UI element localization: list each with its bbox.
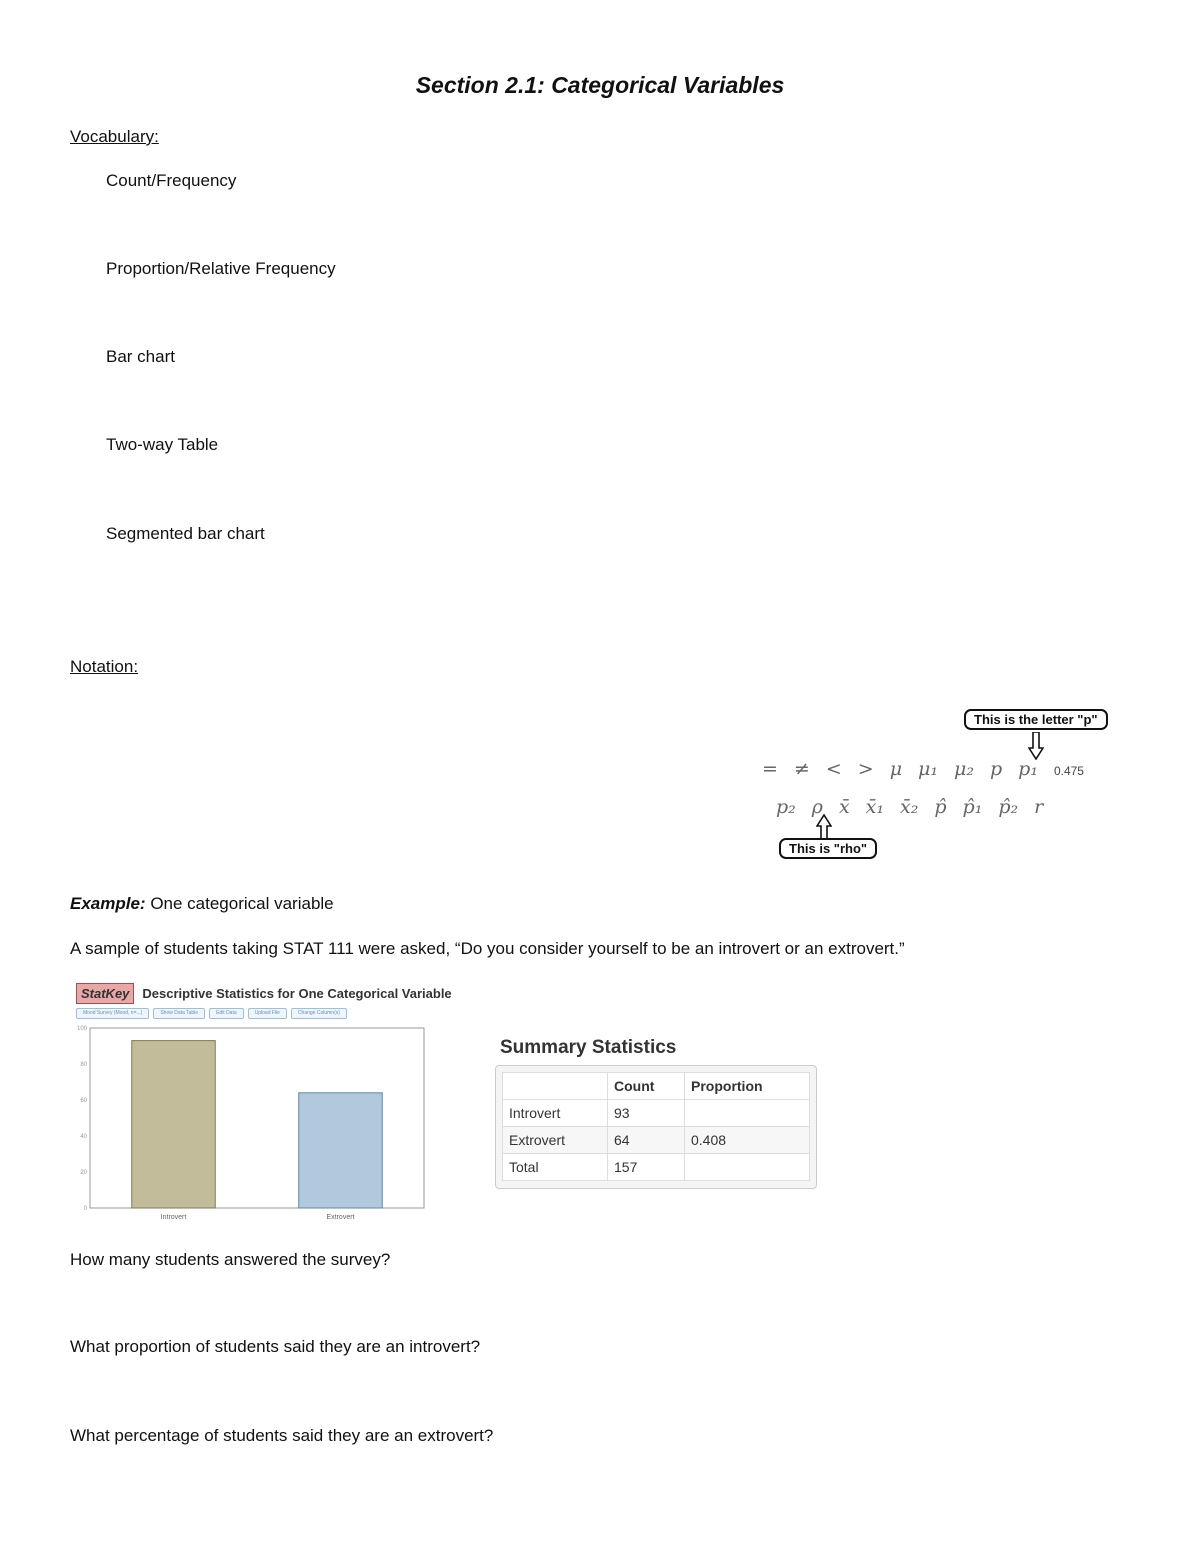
callout-letter-p: This is the letter "p" [964, 709, 1108, 730]
notation-symbol: p₂ [776, 796, 796, 818]
count-cell: 93 [608, 1100, 685, 1127]
proportion-cell [685, 1154, 810, 1181]
row-label: Total [503, 1154, 608, 1181]
notation-symbol: = [762, 758, 778, 780]
statkey-header [76, 980, 452, 1006]
header-cell: Count [608, 1073, 685, 1100]
x-tick-label: Extrovert [326, 1214, 355, 1221]
question: What proportion of students said they are an introvert? [70, 1337, 481, 1356]
statkey-badge: StatKey [76, 983, 134, 1004]
summary-panel [495, 1065, 817, 1189]
show-data-table-button[interactable]: Show Data Table [153, 1008, 205, 1019]
example-line [70, 894, 334, 914]
x-tick-label: Introvert [160, 1214, 187, 1221]
notation-symbol: < [825, 758, 842, 780]
header-cell: Proportion [685, 1073, 810, 1100]
edit-data-button[interactable]: Edit Data [209, 1008, 244, 1019]
callout-rho: This is "rho" [779, 838, 877, 859]
notation-symbol: p [989, 758, 1003, 780]
notation-symbol: μ₂ [954, 758, 974, 780]
table-row [503, 1127, 810, 1154]
notation-symbol: p̂₁ [962, 796, 983, 818]
y-tick-label: 20 [80, 1170, 87, 1176]
header-cell [503, 1073, 608, 1100]
statkey-toolbar [76, 1008, 347, 1019]
summary-title: Summary Statistics [500, 1037, 677, 1058]
notation-heading: Notation: [70, 657, 139, 676]
page-title: Section 2.1: Categorical Variables [415, 72, 785, 98]
down-arrow-icon [1028, 732, 1044, 760]
y-tick-label: 80 [80, 1062, 87, 1068]
row-label: Introvert [503, 1100, 608, 1127]
notation-symbol: x̄₂ [900, 796, 919, 818]
notation-symbol: x̄₁ [865, 796, 885, 818]
notation-symbol: ≠ [793, 758, 810, 780]
example-label: Example: [70, 894, 146, 913]
bar [299, 1093, 383, 1208]
y-tick-label: 0 [83, 1206, 87, 1212]
question: How many students answered the survey? [70, 1250, 391, 1269]
example-label-rest: One categorical variable [145, 894, 334, 913]
count-cell: 64 [608, 1127, 685, 1154]
bar [132, 1041, 216, 1208]
notation-symbol: r [1034, 796, 1044, 818]
y-tick-label: 60 [80, 1098, 87, 1104]
proportion-cell [685, 1100, 810, 1127]
y-tick-label: 100 [76, 1026, 87, 1032]
notation-symbol: > [857, 758, 874, 780]
count-cell: 157 [608, 1154, 685, 1181]
vocab-term: Count/Frequency [106, 171, 237, 190]
y-tick-label: 40 [80, 1134, 87, 1140]
vocab-term: Proportion/Relative Frequency [106, 259, 336, 278]
notation-symbol: μ₁ [918, 758, 939, 780]
dataset-select-button[interactable]: Mood Survey (Mood, n=...) [76, 1008, 149, 1019]
proportion-cell: 0.408 [685, 1127, 810, 1154]
summary-table [502, 1072, 810, 1181]
notation-symbol: x̄ [838, 796, 850, 818]
vocab-term: Bar chart [106, 347, 175, 366]
row-label: Extrovert [503, 1127, 608, 1154]
statkey-title: Descriptive Statistics for One Categorical Variable [142, 985, 452, 1001]
vocab-term: Two-way Table [106, 435, 219, 454]
summary-header-row [503, 1073, 810, 1100]
notation-symbol: μ [889, 758, 903, 780]
table-row [503, 1154, 810, 1181]
question: What percentage of students said they are an extrovert? [70, 1426, 494, 1445]
notation-symbol: ρ [811, 796, 823, 818]
vocabulary-heading: Vocabulary: [70, 127, 159, 146]
vocab-term: Segmented bar chart [106, 524, 265, 543]
notation-symbol: p̂₂ [998, 796, 1019, 818]
bar-chart [70, 1022, 430, 1222]
notation-symbol: p̂ [934, 796, 947, 818]
upload-file-button[interactable]: Upload File [248, 1008, 287, 1019]
table-row [503, 1100, 810, 1127]
example-prompt: A sample of students taking STAT 111 were asked, “Do you consider yourself to be an introvert or an extrovert.” [70, 939, 905, 958]
notation-symbol: 0.475 [1053, 764, 1084, 778]
change-columns-button[interactable]: Change Column(s) [291, 1008, 347, 1019]
notation-symbol: p₁ [1018, 758, 1038, 780]
